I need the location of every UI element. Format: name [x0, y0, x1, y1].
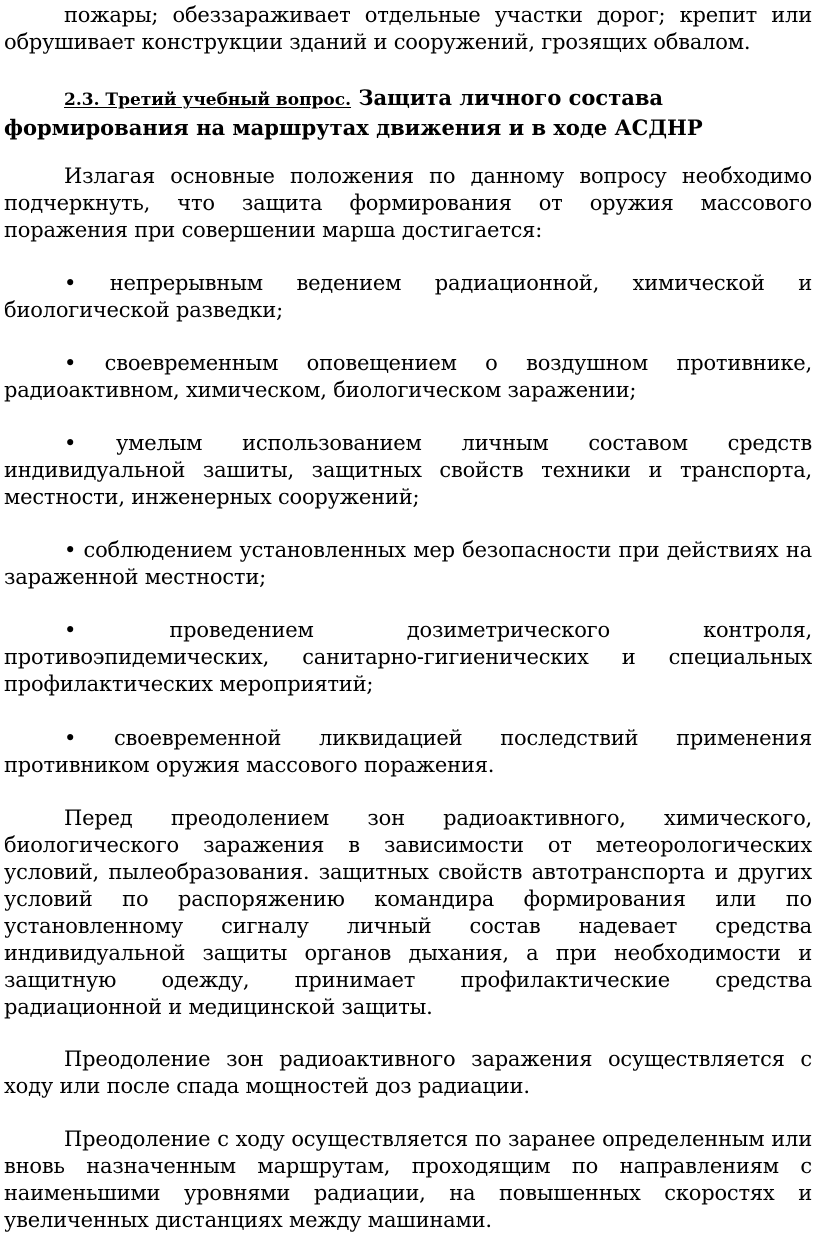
bullet-item-6: • своевременной ликвидацией последствий применения противником оружия массового поражения.	[4, 726, 812, 777]
bullet-item-2: • своевременным оповещением о воздушном противнике, радиоактивном, химическом, биологическом заражении;	[4, 351, 812, 402]
heading-number: 2.3. Третий учебный вопрос.	[64, 90, 352, 110]
section-heading	[4, 84, 812, 141]
heading-title: Защита личного состава формирования на маршрутах движения и в ходе АСДНР	[4, 85, 703, 140]
bullet-item-1: • непрерывным ведением радиационной, химической и биологической разведки;	[4, 271, 812, 322]
paragraph-on-the-move: Преодоление с ходу осуществляется по заранее определенным или вновь назначенным маршрутам, проходящим по направлениям с наименьшими уровнями радиации, на повышенных скоростях и увеличенных дистанциях между машинами.	[4, 1127, 812, 1232]
paragraph-overcoming: Преодоление зон радиоактивного заражения осуществляется с ходу или после спада мощностей доз радиации.	[4, 1047, 812, 1098]
bullet-item-4: • соблюдением установленных мер безопасности при действиях на зараженной местности;	[4, 538, 812, 589]
paragraph-intro: Излагая основные положения по данному вопросу необходимо подчеркнуть, что защита формирования от оружия массового поражения при совершении марша достигается:	[4, 164, 812, 242]
paragraph-zones: Перед преодолением зон радиоактивного, химического, биологического заражения в зависимости от метеорологических условий, пылеобразования. защитных свойств автотранспорта и других условий по распоряжению командира формирования или по установленному сигналу личный состав надевает средства индивидуальной защиты органов дыхания, а при необходимости и защитную одежду, принимает профилактические средства радиационной и медицинской защиты.	[4, 806, 812, 1019]
bullet-item-5: • проведением дозиметрического контроля, противоэпидемических, санитарно-гигиенических и специальных профилактических мероприятий;	[4, 618, 812, 696]
paragraph-continuation: пожары; обеззараживает отдельные участки дорог; крепит или обрушивает конструкции зданий и сооружений, грозящих обвалом.	[4, 3, 812, 54]
bullet-item-3: • умелым использованием личным составом средств индивидуальной зашиты, защитных свойств техники и транспорта, местности, инженерных сооружений;	[4, 431, 812, 509]
